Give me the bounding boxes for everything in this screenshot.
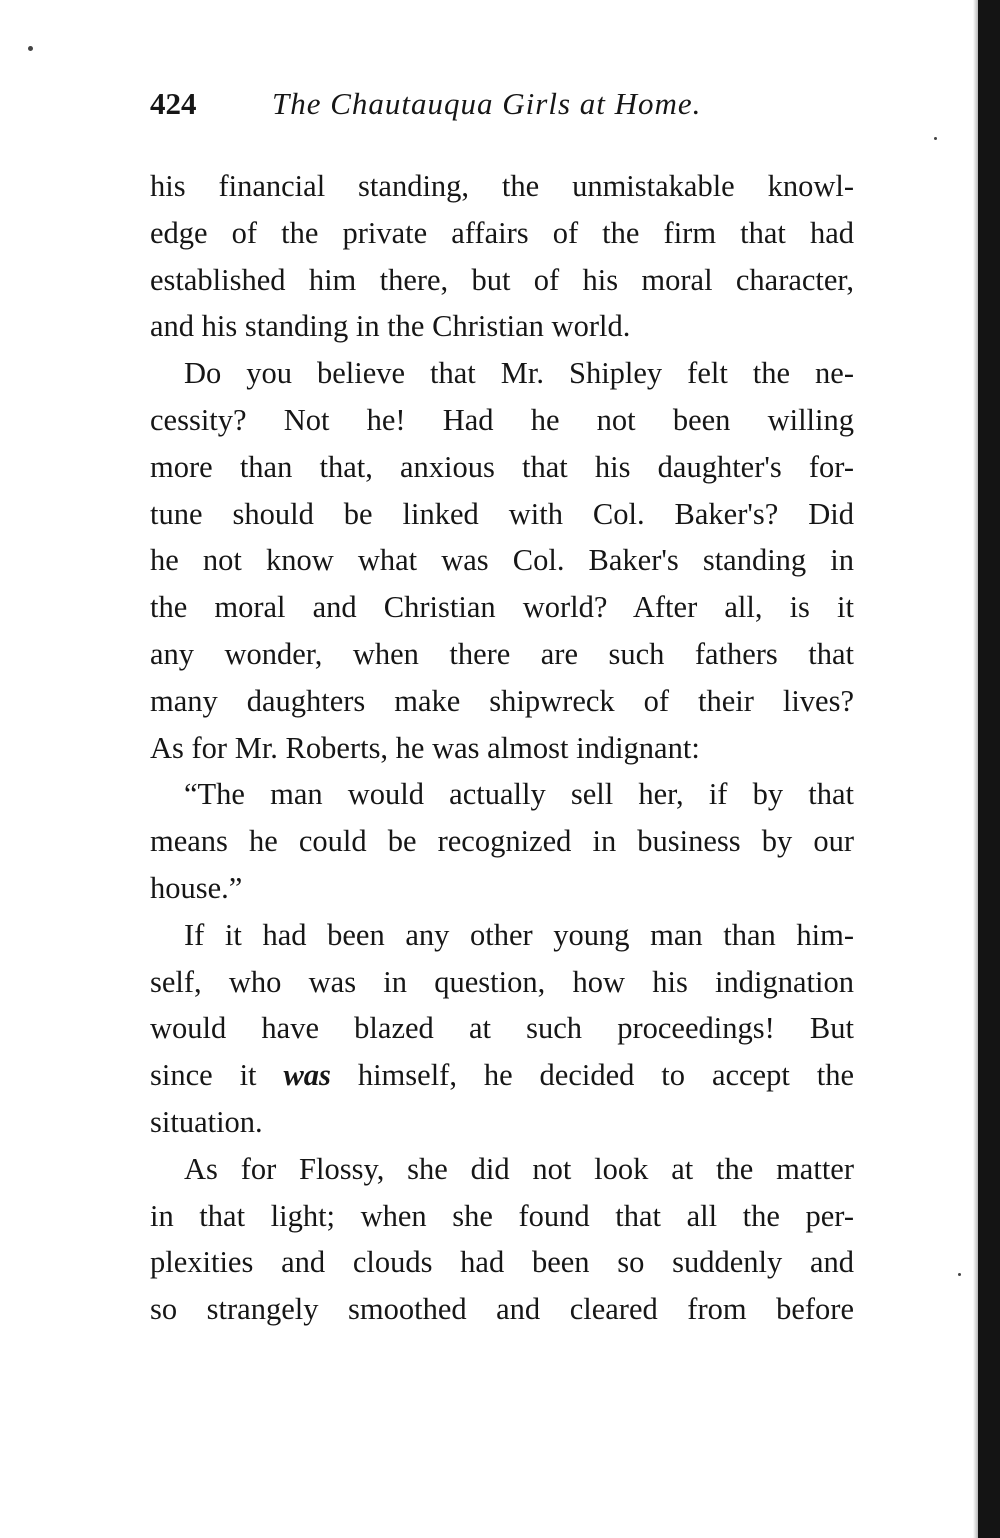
- text-line: would have blazed at such proceedings! But: [150, 1011, 854, 1046]
- text-line: cessity? Not he! Had he not been willing: [150, 402, 854, 437]
- running-header: [150, 82, 870, 126]
- text-line: so strangely smoothed and cleared from before: [150, 1292, 854, 1327]
- scan-speck: [934, 137, 937, 140]
- text-line: his financial standing, the unmistakable knowl-: [150, 169, 854, 203]
- text-fragment: since it: [150, 1058, 284, 1093]
- text-line: If it had been any other young man than him-: [184, 917, 854, 952]
- scan-speck: [958, 1273, 961, 1276]
- text-line: plexities and clouds had been so suddenly and: [150, 1245, 854, 1280]
- page-edge-border: [978, 0, 1000, 1538]
- text-line: As for Mr. Roberts, he was almost indignant:: [150, 730, 700, 765]
- text-line: the moral and Christian world? After all, is it: [150, 590, 854, 625]
- text-line: any wonder, when there are such fathers that: [150, 636, 854, 671]
- text-line: situation.: [150, 1104, 263, 1139]
- page-number: 424: [150, 86, 197, 121]
- text-fragment: himself, he decided to accept the: [330, 1058, 854, 1093]
- emphasized-word: was: [283, 1058, 331, 1093]
- body-text: [150, 163, 854, 1333]
- text-line: means he could be recognized in business by our: [150, 824, 854, 859]
- text-line: Do you believe that Mr. Shipley felt the ne-: [184, 356, 854, 391]
- scan-speck: [28, 46, 33, 51]
- text-line: house.”: [150, 870, 243, 905]
- text-line: self, who was in question, how his indignation: [150, 964, 854, 999]
- running-title: The Chautauqua Girls at Home.: [272, 86, 702, 121]
- text-line: in that light; when she found that all the per-: [150, 1198, 854, 1233]
- text-line-with-emphasis: [150, 1052, 854, 1099]
- text-line: “The man would actually sell her, if by that: [184, 777, 854, 812]
- text-line: established him there, but of his moral character,: [150, 262, 854, 297]
- text-line: As for Flossy, she did not look at the matter: [184, 1151, 854, 1186]
- text-line: he not know what was Col. Baker's standing in: [150, 543, 854, 578]
- text-line: edge of the private affairs of the firm that had: [150, 215, 854, 250]
- text-line: and his standing in the Christian world.: [150, 309, 631, 344]
- text-line: more than that, anxious that his daughter's for-: [150, 449, 854, 484]
- text-line: many daughters make shipwreck of their lives?: [150, 683, 854, 718]
- text-line: tune should be linked with Col. Baker's? Did: [150, 496, 854, 531]
